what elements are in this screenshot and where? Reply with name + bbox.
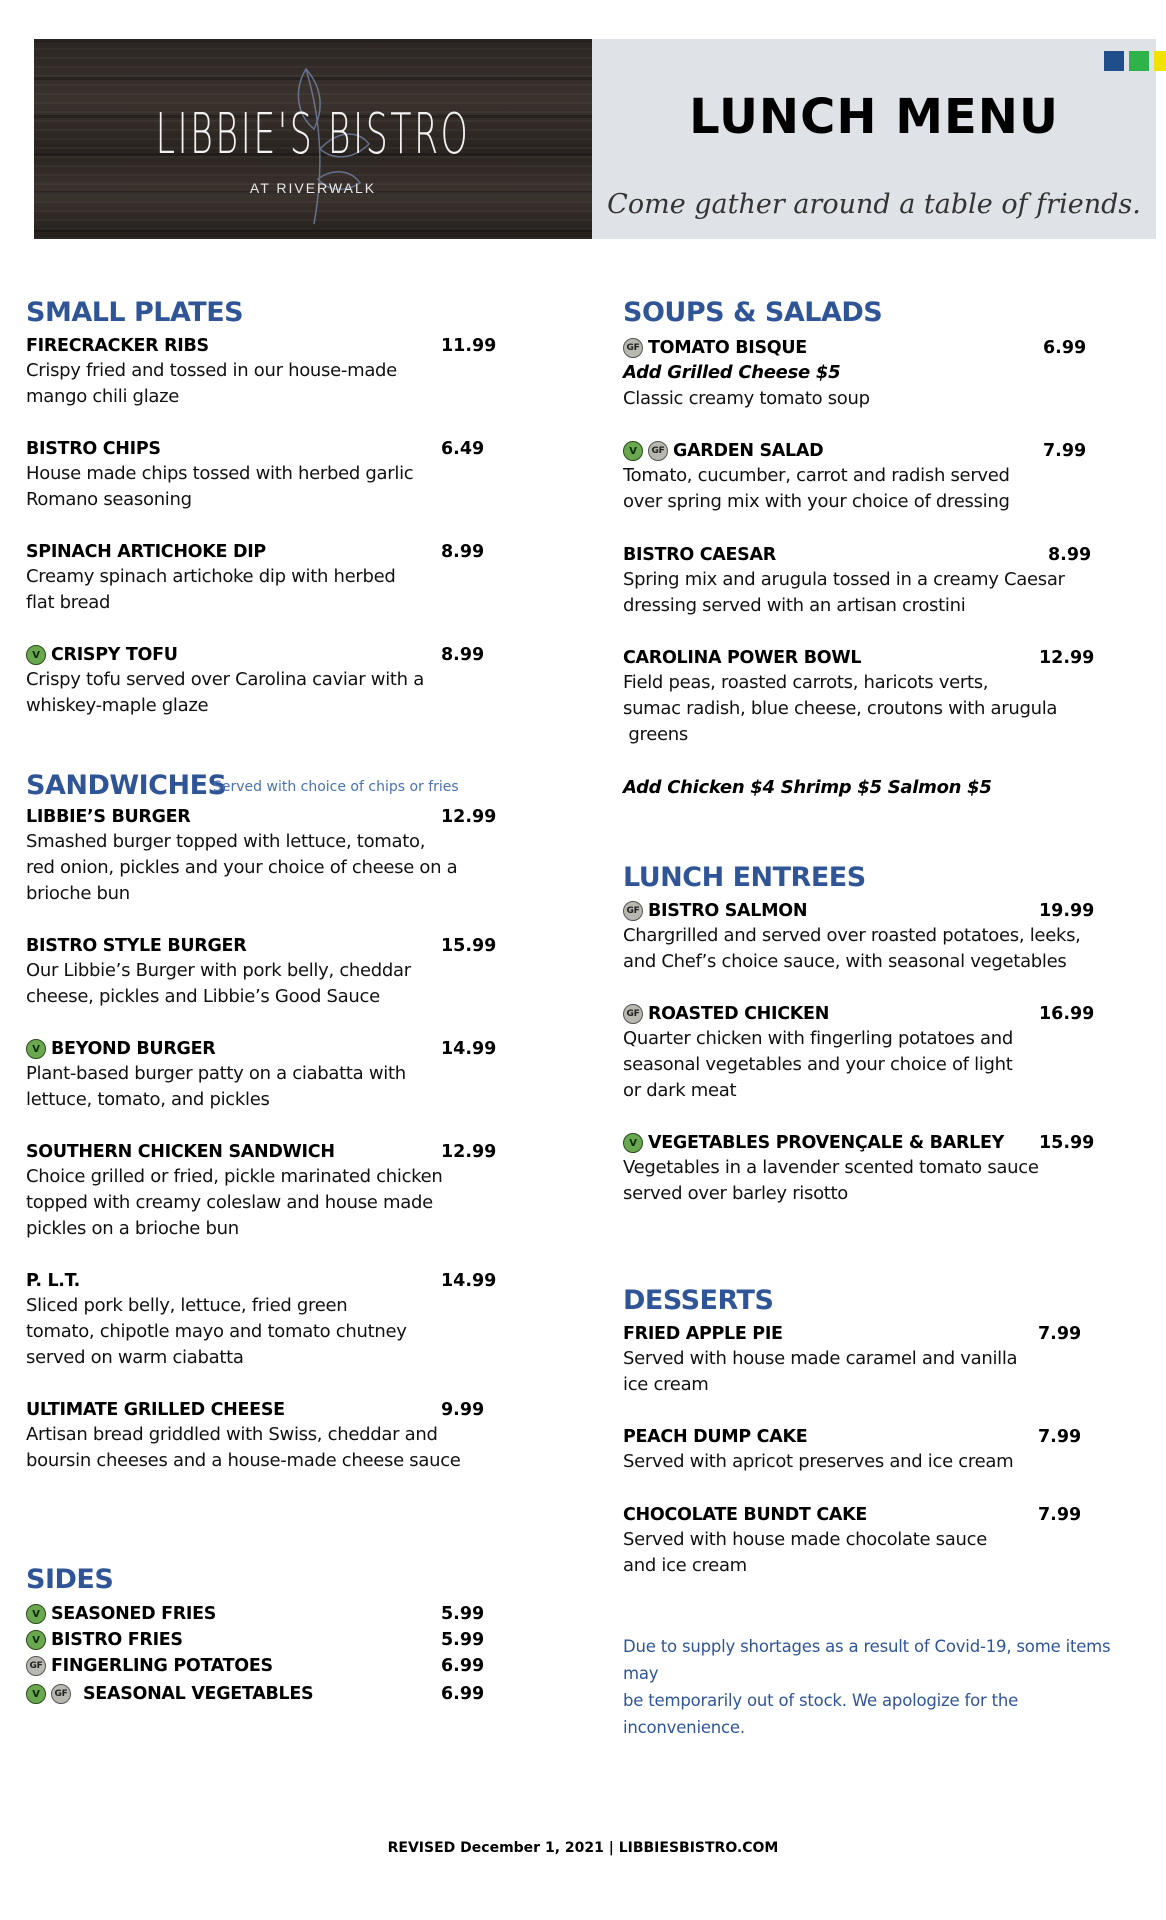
menu-item (623, 648, 1093, 748)
item-name: BISTRO CHIPS (26, 439, 161, 459)
section-heading-sides: SIDES (26, 1564, 114, 1595)
item-price: 12.99 (441, 1142, 497, 1162)
menu-item (26, 1604, 496, 1624)
brand-square-yellow (1154, 51, 1166, 71)
logo-subtitle: AT RIVERWALK (249, 180, 377, 196)
item-description: Creamy spinach artichoke dip with herbed flat bread (26, 566, 396, 613)
item-name: FRIED APPLE PIE (623, 1324, 783, 1344)
item-price: 15.99 (441, 936, 497, 956)
gluten-free-icon: GF (623, 1004, 643, 1024)
item-description: Tomato, cucumber, carrot and radish served over spring mix with your choice of dressing (623, 465, 1010, 512)
logo-panel (34, 39, 592, 239)
item-description: Choice grilled or fried, pickle marinated chicken topped with creamy coleslaw and house made pickles on a brioche bun (26, 1166, 443, 1239)
gluten-free-icon: GF (648, 441, 668, 461)
item-addon: Add Grilled Cheese $5 (623, 362, 841, 383)
item-description: Artisan bread griddled with Swiss, cheddar and boursin cheeses and a house-made cheese sauce (26, 1424, 461, 1471)
item-name: SPINACH ARTICHOKE DIP (26, 542, 266, 562)
gluten-free-icon: GF (623, 338, 643, 358)
item-price: 16.99 (1039, 1004, 1095, 1024)
item-name: CRISPY TOFU (51, 645, 178, 665)
item-description: Plant-based burger patty on a ciabatta with lettuce, tomato, and pickles (26, 1063, 406, 1110)
menu-item (26, 542, 496, 616)
footer: REVISED December 1, 2021 | LIBBIESBISTRO.COM (387, 1840, 779, 1856)
item-description: Crispy fried and tossed in our house-made mango chili glaze (26, 360, 397, 407)
menu-item (26, 439, 496, 513)
menu-item (26, 1142, 496, 1242)
item-price: 8.99 (441, 542, 485, 562)
menu-item (26, 1630, 496, 1650)
brand-square-green (1129, 51, 1149, 71)
item-price: 6.49 (441, 439, 485, 459)
vegan-icon: V (26, 1684, 46, 1704)
item-price: 14.99 (441, 1271, 497, 1291)
item-name: ULTIMATE GRILLED CHEESE (26, 1400, 285, 1420)
item-name: GARDEN SALAD (673, 441, 824, 461)
item-description: Our Libbie’s Burger with pork belly, cheddar cheese, pickles and Libbie’s Good Sauce (26, 960, 411, 1007)
item-price: 5.99 (441, 1630, 485, 1650)
item-price: 12.99 (1039, 648, 1095, 668)
menu-item (623, 441, 1093, 515)
section-note: Served with choice of chips or fries (213, 779, 459, 795)
item-price: 5.99 (441, 1604, 485, 1624)
gluten-free-icon: GF (26, 1656, 46, 1676)
item-name: FIRECRACKER RIBS (26, 336, 209, 356)
item-name: BISTRO CAESAR (623, 545, 776, 565)
vegan-icon: V (26, 1604, 46, 1624)
item-name: ROASTED CHICKEN (648, 1004, 830, 1024)
section-heading-sandwiches: SANDWICHES (26, 770, 227, 801)
item-description: Classic creamy tomato soup (623, 388, 870, 409)
item-name: TOMATO BISQUE (648, 338, 807, 358)
item-price: 7.99 (1043, 441, 1087, 461)
item-name: BEYOND BURGER (51, 1039, 216, 1059)
brand-square-blue (1104, 51, 1124, 71)
section-heading-lunch-entrees: LUNCH ENTREES (623, 862, 866, 893)
menu-item (26, 807, 496, 907)
section-heading-soups-salads: SOUPS & SALADS (623, 297, 883, 328)
menu-item (623, 338, 1093, 412)
menu-item (623, 1004, 1093, 1104)
item-name: LIBBIE’S BURGER (26, 807, 191, 827)
section-heading-small-plates: SMALL PLATES (26, 297, 244, 328)
item-name: FINGERLING POTATOES (51, 1656, 273, 1676)
logo-name: LIBBIE'S BISTRO (155, 102, 471, 167)
item-price: 6.99 (1043, 338, 1087, 358)
item-price: 6.99 (441, 1656, 485, 1676)
menu-item (623, 1505, 1093, 1579)
item-name: CHOCOLATE BUNDT CAKE (623, 1505, 868, 1525)
menu-item (26, 936, 496, 1010)
item-description: Sliced pork belly, lettuce, fried green tomato, chipotle mayo and tomato chutney served on warm ciabatta (26, 1295, 407, 1368)
menu-item (623, 545, 1093, 619)
vegan-icon: V (623, 1133, 643, 1153)
item-description: Crispy tofu served over Carolina caviar with a whiskey-maple glaze (26, 669, 424, 716)
menu-item (26, 1656, 496, 1676)
header-banner (34, 39, 1156, 239)
item-name: BISTRO FRIES (51, 1630, 183, 1650)
item-name: SEASONED FRIES (51, 1604, 217, 1624)
menu-item (26, 645, 496, 719)
item-price: 11.99 (441, 336, 497, 356)
item-price: 8.99 (1048, 545, 1092, 565)
item-price: 14.99 (441, 1039, 497, 1059)
item-description: Served with house made caramel and vanilla ice cream (623, 1348, 1018, 1395)
item-price: 9.99 (441, 1400, 485, 1420)
item-name: VEGETABLES PROVENÇALE & BARLEY (648, 1133, 1005, 1153)
menu-item (26, 1271, 496, 1371)
menu-item (26, 1400, 496, 1474)
item-description: Chargrilled and served over roasted potatoes, leeks, and Chef’s choice sauce, with seasonal vegetables (623, 925, 1081, 972)
menu-item (26, 336, 496, 410)
menu-item (623, 901, 1093, 975)
item-name: BISTRO STYLE BURGER (26, 936, 247, 956)
vegan-icon: V (26, 1039, 46, 1059)
menu-item (623, 1324, 1093, 1398)
supply-notice: Due to supply shortages as a result of Covid-19, some items may be temporarily out of stock. We apologize for the inconvenience. (623, 1637, 1111, 1737)
item-name: PEACH DUMP CAKE (623, 1427, 808, 1447)
item-price: 7.99 (1038, 1505, 1082, 1525)
item-price: 19.99 (1039, 901, 1095, 921)
item-description: Field peas, roasted carrots, haricots verts, sumac radish, blue cheese, croutons with arugula greens (623, 672, 1058, 745)
gluten-free-icon: GF (623, 901, 643, 921)
tagline: Come gather around a table of friends. (607, 189, 1141, 220)
item-price: 15.99 (1039, 1133, 1095, 1153)
item-description: Quarter chicken with fingerling potatoes and seasonal vegetables and your choice of light or dark meat (623, 1028, 1013, 1101)
title-panel (592, 39, 1156, 239)
vegan-icon: V (26, 645, 46, 665)
item-price: 12.99 (441, 807, 497, 827)
menu-item (623, 1427, 1093, 1475)
gluten-free-icon: GF (51, 1684, 71, 1704)
item-name: BISTRO SALMON (648, 901, 808, 921)
item-name: SEASONAL VEGETABLES (83, 1684, 314, 1704)
item-price: 7.99 (1038, 1427, 1082, 1447)
vegan-icon: V (623, 441, 643, 461)
section-heading-desserts: DESSERTS (623, 1285, 774, 1316)
item-price: 8.99 (441, 645, 485, 665)
item-description: Served with house made chocolate sauce and ice cream (623, 1529, 987, 1576)
item-description: Smashed burger topped with lettuce, tomato, red onion, pickles and your choice of cheese on a brioche bun (26, 831, 458, 904)
menu-item (26, 1039, 496, 1113)
item-name: SOUTHERN CHICKEN SANDWICH (26, 1142, 335, 1162)
page-title: LUNCH MENU (689, 89, 1059, 145)
item-price: 6.99 (441, 1684, 485, 1704)
item-description: House made chips tossed with herbed garlic Romano seasoning (26, 463, 414, 510)
item-price: 7.99 (1038, 1324, 1082, 1344)
menu-item (26, 1684, 496, 1704)
vegan-icon: V (26, 1630, 46, 1650)
menu-item (623, 1133, 1093, 1207)
protein-addons: Add Chicken $4 Shrimp $5 Salmon $5 (623, 777, 992, 798)
item-description: Spring mix and arugula tossed in a creamy Caesar dressing served with an artisan crostini (623, 569, 1065, 616)
item-description: Served with apricot preserves and ice cream (623, 1451, 1014, 1472)
item-name: CAROLINA POWER BOWL (623, 648, 862, 668)
item-description: Vegetables in a lavender scented tomato sauce served over barley risotto (623, 1157, 1039, 1204)
item-name: P. L.T. (26, 1271, 80, 1291)
